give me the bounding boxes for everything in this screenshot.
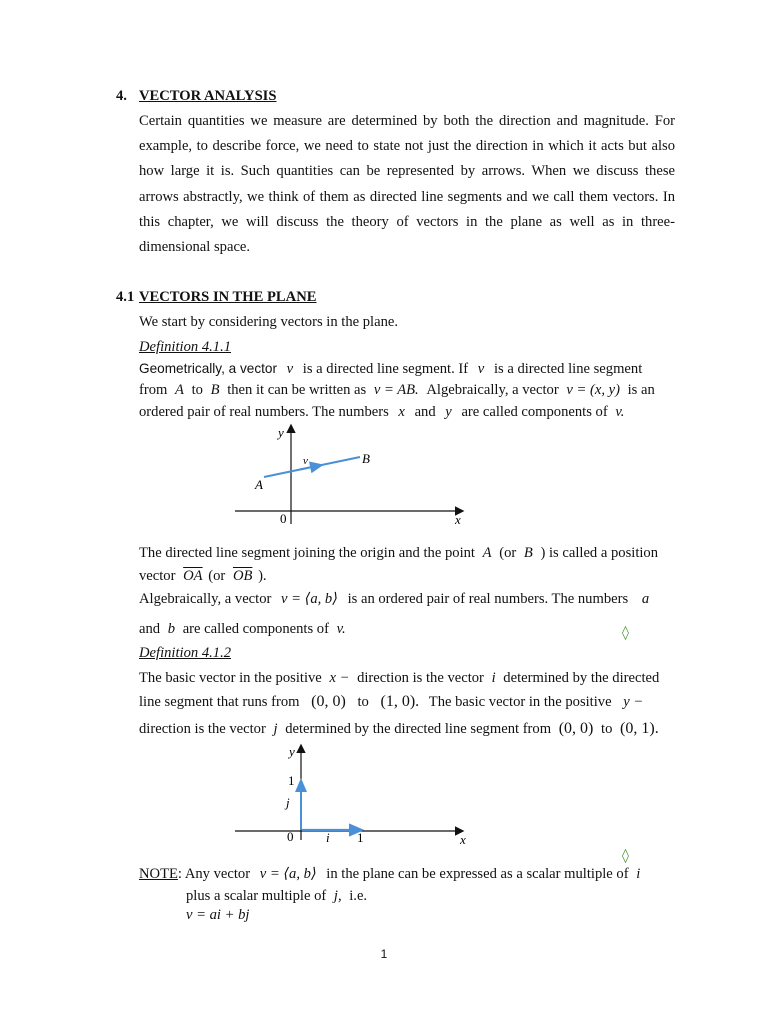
definition-title-1: Definition 4.1.1: [139, 339, 232, 355]
end-mark-2: ◊: [622, 848, 629, 864]
fig1-point-b: B: [362, 451, 370, 466]
note-line2: plus a scalar multiple of j, i.e.: [186, 888, 368, 904]
fig2-x-label: x: [460, 832, 466, 847]
definition-title-2: Definition 4.1.2: [139, 645, 232, 661]
fig2-one-y: 1: [288, 773, 295, 788]
end-mark-1: ◊: [622, 625, 629, 641]
fig1-y-label: y: [278, 425, 284, 440]
section-title: VECTORS IN THE PLANE: [139, 289, 317, 305]
def1-line1: Geometrically, a vector v is a directed line segment. If v is a directed line segment: [139, 361, 643, 377]
start-text: We start by considering vectors in the plane.: [139, 314, 399, 330]
fig1-x-label: x: [455, 512, 461, 527]
fig1-origin-label: 0: [280, 511, 287, 526]
fig2-one-x: 1: [357, 830, 364, 845]
intro-paragraph: Certain quantities we measure are determined by both the direction and magnitude. For example, to describe force, we need to state not just the direction in which it acts but also how large it is. Such quantities can be represented by arrows. When we discuss these arrows abstractly, we think of them as directed line segments and we call them vectors. In this chapter, we will discuss the theory of vectors in the plane as well as in three-dimensional space.: [139, 113, 675, 256]
def2-line2: line segment that runs from (0, 0) to (1, 0). The basic vector in the positive y −: [139, 693, 644, 710]
algebraic-line1: Algebraically, a vector v = ⟨a, b⟩ is an ordered pair of real numbers. The numbers a: [139, 591, 650, 607]
def1-line2: from A to B then it can be written as v = AB. Algebraically, a vector v = (x, y) is an: [139, 382, 655, 398]
fig2-y-label: y: [289, 744, 295, 759]
def1-line3: ordered pair of real numbers. The numbers x and y are called components of v.: [139, 404, 625, 420]
def2-line3: direction is the vector j determined by the directed line segment from (0, 0) to (0, 1).: [139, 720, 659, 737]
fig2-origin-label: 0: [287, 829, 294, 844]
basis-vector-figure: [230, 740, 480, 850]
def2-line1: The basic vector in the positive x − direction is the vector i determined by the directed: [139, 670, 660, 686]
fig1-v-label: v: [303, 455, 308, 467]
fig2-i-label: i: [326, 830, 330, 845]
chapter-number: 4.: [116, 88, 127, 104]
fig2-j-label: j: [286, 795, 290, 810]
vector-figure-1: [230, 420, 480, 532]
page-number: 1: [380, 947, 388, 961]
fig1-point-a: A: [255, 477, 263, 492]
note-equation: v = ai + bj: [186, 907, 250, 923]
chapter-title: VECTOR ANALYSIS: [139, 88, 277, 104]
algebraic-line2: and b are called components of v.: [139, 621, 346, 637]
section-number: 4.1: [116, 289, 135, 305]
note-line1: NOTE: Any vector v = ⟨a, b⟩ in the plane can be expressed as a scalar multiple of i: [139, 866, 641, 882]
position-line1: The directed line segment joining the origin and the point A (or B ) is called a position: [139, 545, 659, 561]
position-line2: vector $\overline{OA}$ (or $\overline{OB}$ ).: [139, 568, 267, 584]
